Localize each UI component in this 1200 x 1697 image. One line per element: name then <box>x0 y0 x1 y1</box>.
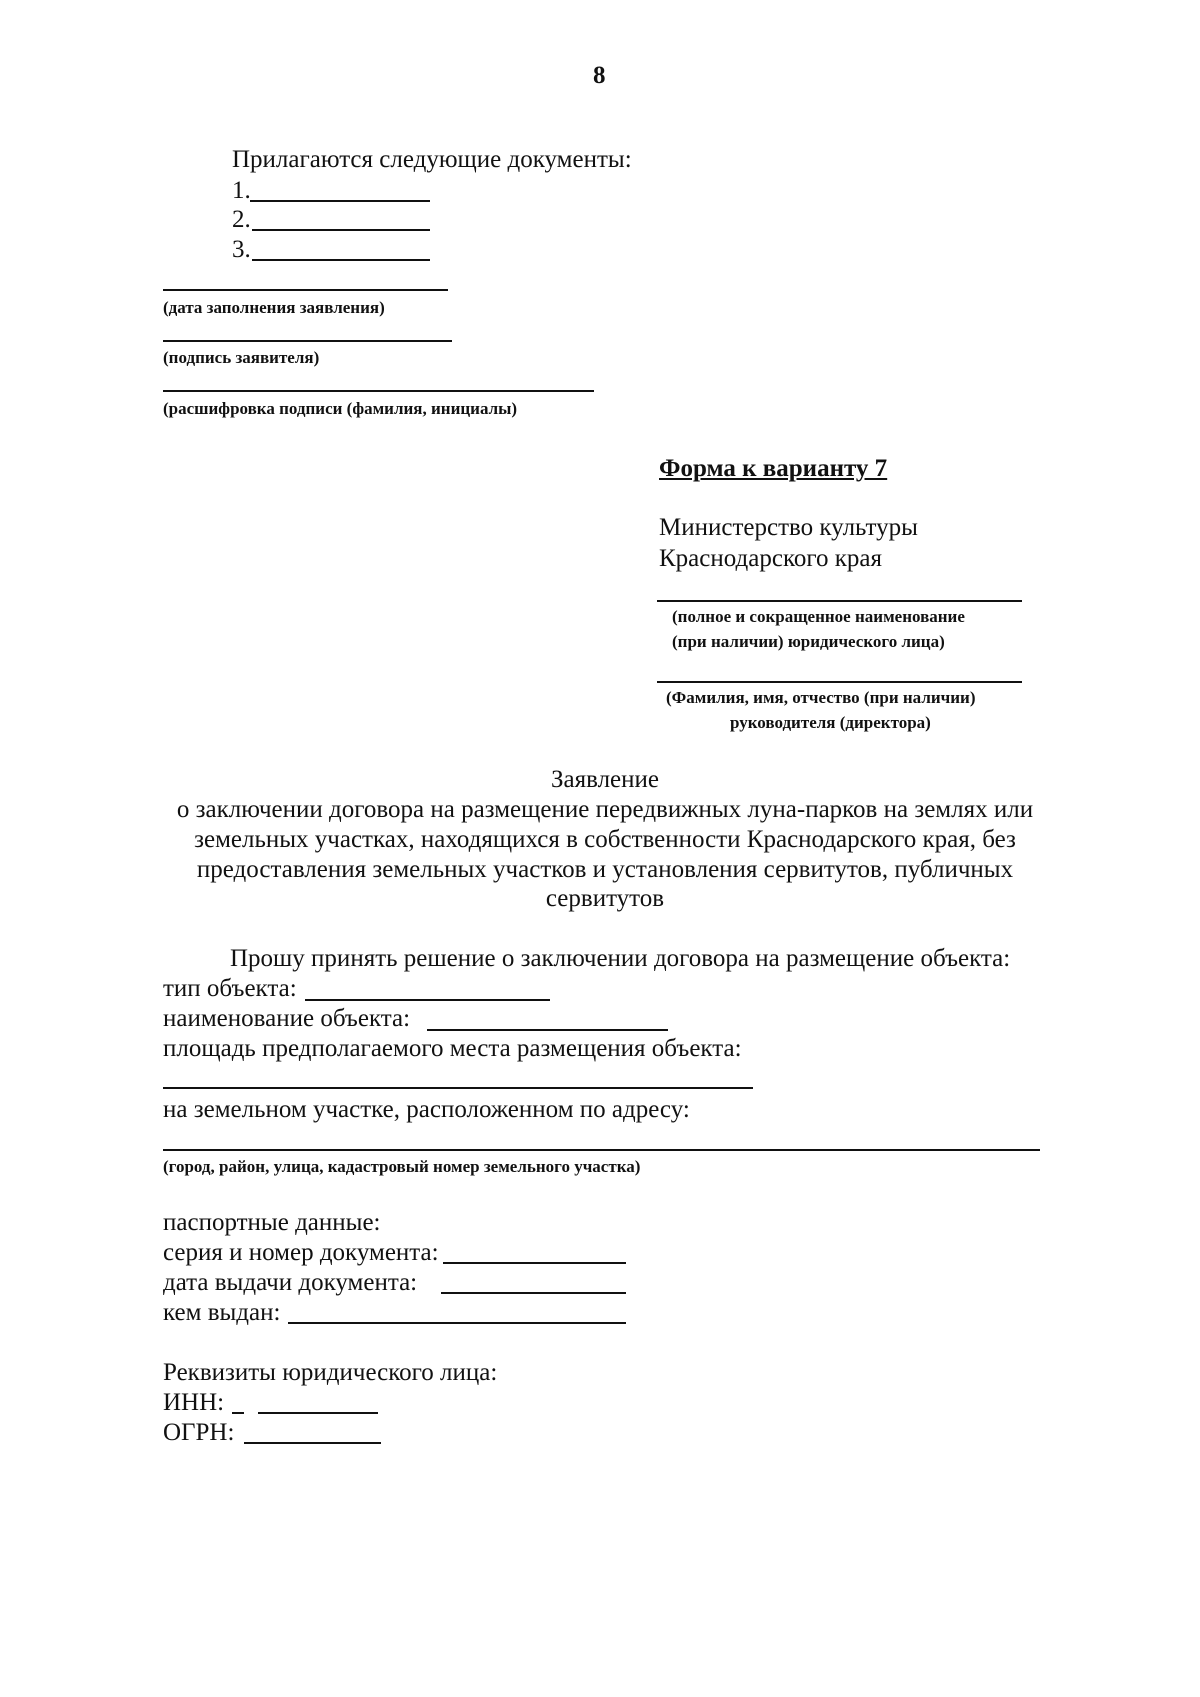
object-name-label: наименование объекта: <box>163 1005 411 1032</box>
passport-issuer-line[interactable] <box>288 1322 626 1324</box>
statement-title: Заявление <box>550 766 660 793</box>
head-caption-line-2: руководителя (директора) <box>730 713 931 732</box>
recipient-line-1: Министерство культуры <box>659 514 918 541</box>
signature-line[interactable] <box>163 340 452 342</box>
request-intro: Прошу принять решение о заключении договора на размещение объекта: <box>230 945 1011 972</box>
attachment-item-2: 2. <box>232 206 251 233</box>
attachment-line-3[interactable] <box>252 259 430 261</box>
passport-date-label: дата выдачи документа: <box>163 1269 418 1296</box>
ogrn-line[interactable] <box>244 1442 381 1444</box>
signature-caption: (подпись заявителя) <box>163 348 320 367</box>
object-name-line[interactable] <box>427 1029 668 1031</box>
area-label: площадь предполагаемого места размещения объекта: <box>163 1035 742 1062</box>
object-type-line[interactable] <box>305 999 550 1001</box>
head-caption-line-1: (Фамилия, имя, отчество (при наличии) <box>666 688 976 707</box>
area-line[interactable] <box>163 1087 753 1089</box>
statement-line-3: предоставления земельных участков и установления сервитутов, публичных <box>196 856 1014 883</box>
passport-date-line[interactable] <box>441 1292 626 1294</box>
ogrn-label: ОГРН: <box>163 1419 235 1446</box>
recipient-line-2: Краснодарского края <box>659 545 882 572</box>
attachments-heading: Прилагаются следующие документы: <box>232 146 632 173</box>
inn-line[interactable] <box>258 1412 378 1414</box>
attachment-line-2[interactable] <box>252 229 430 231</box>
attachment-item-1: 1. <box>232 177 251 204</box>
statement-line-1: о заключении договора на размещение передвижных луна-парков на землях или <box>176 796 1034 823</box>
object-type-label: тип объекта: <box>163 975 297 1002</box>
address-line[interactable] <box>163 1149 1040 1151</box>
inn-label: ИНН: <box>163 1389 225 1416</box>
form-title: Форма к варианту 7 <box>659 455 888 482</box>
attachment-item-3: 3. <box>232 236 251 263</box>
inn-line-short[interactable] <box>232 1412 244 1414</box>
address-label: на земельном участке, расположенном по адресу: <box>163 1096 690 1123</box>
statement-line-2: земельных участках, находящихся в собственности Краснодарского края, без <box>194 826 1016 853</box>
passport-heading: паспортные данные: <box>163 1209 381 1236</box>
date-caption: (дата заполнения заявления) <box>163 298 385 317</box>
page-number: 8 <box>593 62 606 89</box>
attachment-line-1[interactable] <box>250 200 430 202</box>
passport-series-label: серия и номер документа: <box>163 1239 439 1266</box>
legal-entity-heading: Реквизиты юридического лица: <box>163 1359 498 1386</box>
passport-issuer-label: кем выдан: <box>163 1299 281 1326</box>
passport-series-line[interactable] <box>443 1262 626 1264</box>
org-caption-line-2: (при наличии) юридического лица) <box>672 632 945 651</box>
decoding-caption: (расшифровка подписи (фамилия, инициалы) <box>163 399 518 418</box>
org-name-line[interactable] <box>657 600 1022 602</box>
decoding-line[interactable] <box>163 390 594 392</box>
address-caption: (город, район, улица, кадастровый номер земельного участка) <box>163 1157 641 1176</box>
org-caption-line-1: (полное и сокращенное наименование <box>672 607 965 626</box>
date-line[interactable] <box>163 289 448 291</box>
statement-line-4: сервитутов <box>545 885 665 912</box>
head-name-line[interactable] <box>657 681 1022 683</box>
